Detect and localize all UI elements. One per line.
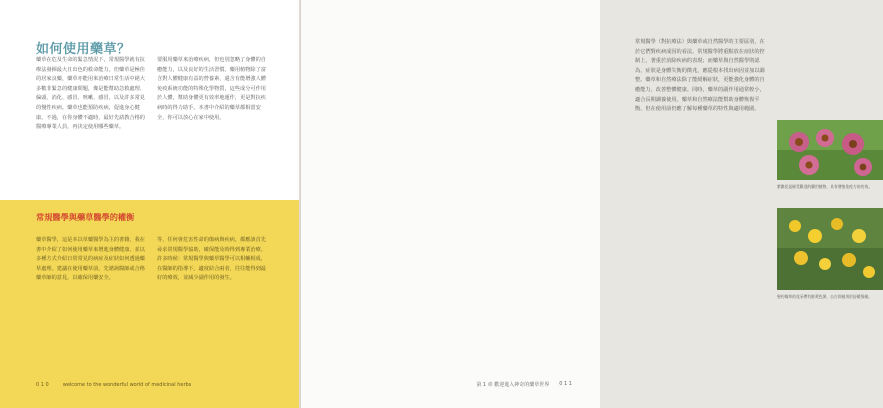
page-gutter: [299, 0, 300, 408]
photo-caption-2: 聖約翰草的花朵帶有鮮黃色澤，自古即被用於舒緩情緒。: [777, 294, 872, 299]
page-title: 如何使用藥草？: [36, 42, 131, 57]
left-footer: [36, 382, 191, 388]
echinacea-photo: [777, 120, 883, 180]
highlight-box-columns: [36, 236, 268, 284]
highlight-box-title: 常規醫學與藥草醫學的權衡: [36, 212, 135, 222]
running-footer-left: welcome to the wonderful world of medicinal herbs: [62, 382, 192, 388]
highlight-column-1: 藥草醫學，這是本以草藥醫學為主的書籍，我在書中介紹了如何使用藥草來增進身體健康、並以多種方式介紹日常常見的病症及症狀如何透過藥草處理。建議在使用藥草前，先諮詢醫師或合格藥草師的意見，以確保用藥安全。: [36, 237, 145, 282]
st-johns-wort-photo: [777, 208, 883, 290]
body-column-2: 要服用藥草來治療疾病，但也別忽略了身體的自癒能力，以及良好的生活習慣。藥用植物除了富含對人體健康有益的營養素，還含有能增強人體免疫系統功能的特殊化學物質，這些成分可作用於人體，幫助身體更有效率地運作，更是對抗疾病時的得力助手。本書中介紹的藥草都相當安全，你可以放心在家中使用。: [157, 57, 266, 121]
left-page: [0, 0, 300, 408]
highlight-column-2: 等，任何會危害性命的傷病與疾病，都應該首先尋求常規醫學協助，確保能及時得到專業治療。許多時候：常規醫學與藥草醫學可以相輔相成，在醫師的指導下，適度結合兩者，往往能得到最好的療效，並減少副作用的發生。: [157, 237, 266, 282]
right-footer: [476, 381, 572, 388]
body-columns: [36, 56, 268, 133]
body-text-right: 常規醫學（對抗療法）與藥草或自然醫學的主要區別，在於它們對疾病成因的看法。常規醫學將重點放在症狀的控制上，著重於消除疾病的表現；而藥草與自然醫學則認為，症狀是身體失衡的徵兆，應從根本找出病因並加以調整。藥草和自然療法除了能緩解症狀，更能強化身體的自癒能力，改善整體健康。同時，藥草的副作用通常較小，適合長期調養使用。藥草和自然療法能幫助身體恢復平衡，但在使用前仍應了解每種藥草的特性與適用範圍。: [635, 39, 765, 113]
photo-caption-1: 紫錐花是極受歡迎的藥用植物，具有增強免疫力的功效。: [777, 184, 872, 189]
body-column-1: 藥草在危及生命的緊急情況下，常規醫學就有抗療法發揮最大且出色的救命能力。但藥草是極佳的居家良藥，藥草亦能用來治療日常生活中絕大多數非緊急的健康問題，像是能幫助急救處理、偏頭、消化、感冒、咳嗽、感冒，以及許多常見的慢性疾病。藥草也能預防疾病，促進身心健康。不過，在你身體不適時，最好先請教合格的醫療專業人員，再決定使用哪些藥草。: [36, 57, 145, 131]
highlight-box: [0, 200, 300, 408]
running-footer-right: 第 1 章 歡迎進入神奇的藥草世界: [476, 382, 550, 388]
page-number-right: 0 1 1: [559, 381, 572, 387]
page-number-left: 0 1 0: [36, 382, 49, 388]
right-page: [300, 0, 872, 408]
